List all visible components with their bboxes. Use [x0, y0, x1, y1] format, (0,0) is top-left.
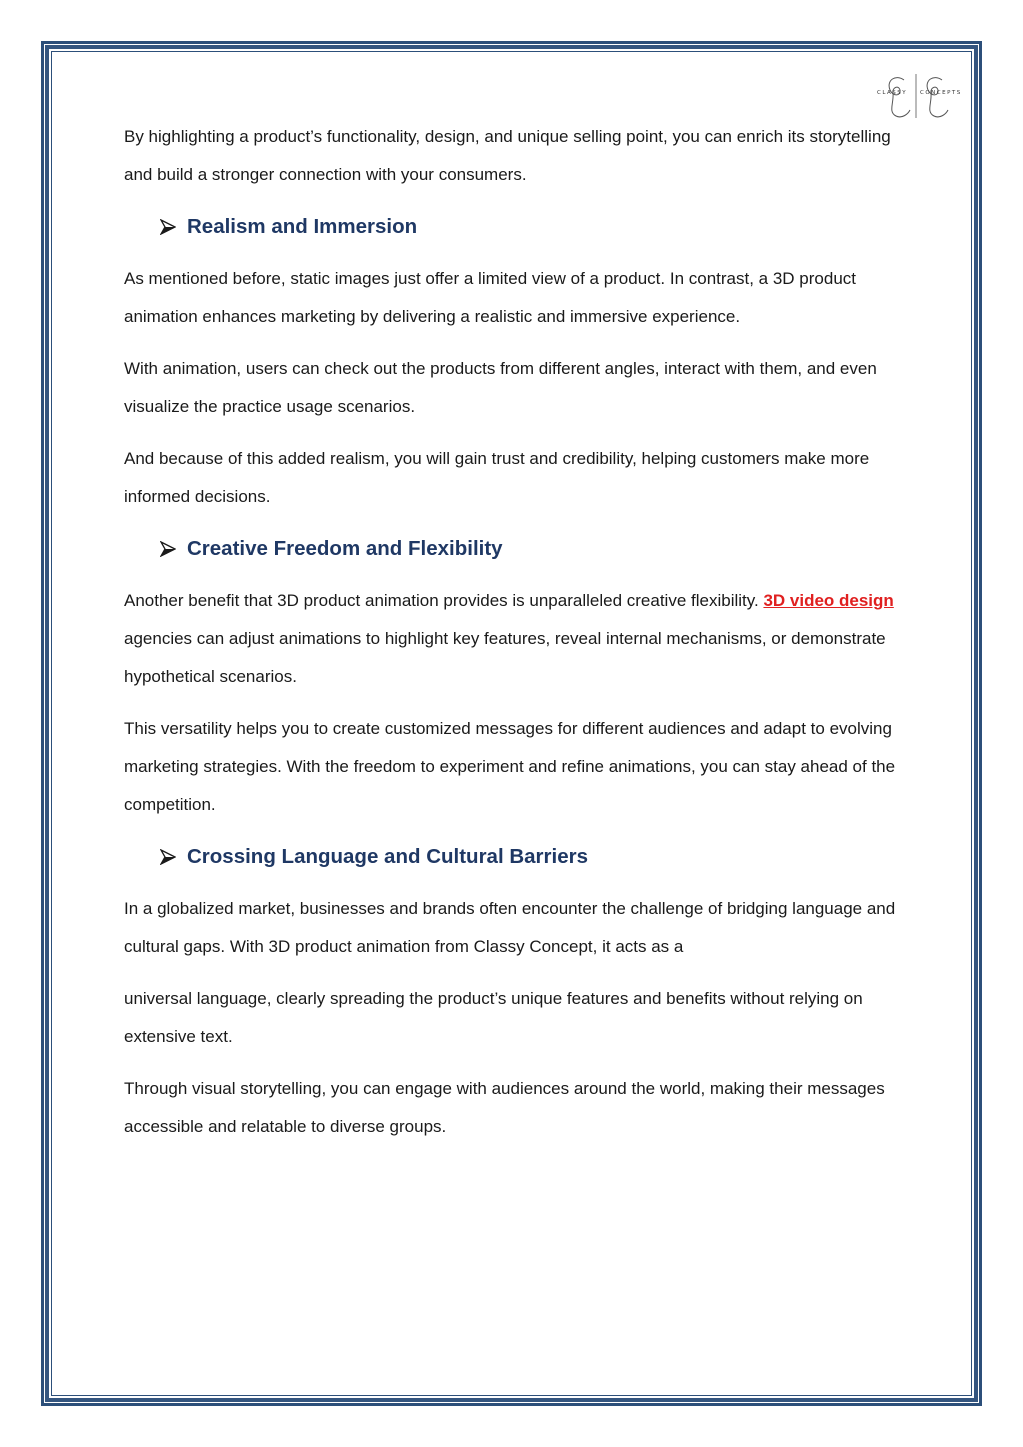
- section-heading-text: Realism and Immersion: [187, 215, 418, 238]
- paragraph: Through visual storytelling, you can engage with audiences around the world, making their messages accessible and relatable to diverse groups.: [124, 1079, 885, 1136]
- section-heading-creative: [160, 530, 914, 568]
- paragraph: This versatility helps you to create customized messages for different audiences and adapt to evolving marketing strategies. With the freedom to experiment and refine animations, you can stay ahead of the competition.: [124, 719, 896, 814]
- paragraph: With animation, users can check out the products from different angles, interact with them, and even visualize the practice usage scenarios.: [124, 359, 877, 416]
- paragraph-text: Another benefit that 3D product animation provides is unparalleled creative flexibility.: [124, 591, 764, 610]
- classy-concepts-logo: [874, 70, 960, 120]
- section-heading-text: Creative Freedom and Flexibility: [187, 537, 503, 560]
- arrow-bullet-icon: [160, 541, 176, 557]
- paragraph: universal language, clearly spreading the product’s unique features and benefits without relying on extensive text.: [124, 989, 863, 1046]
- document-body: [124, 118, 914, 1160]
- paragraph-text: agencies can adjust animations to highlight key features, reveal internal mechanisms, or demonstrate hypothetical scenarios.: [124, 629, 886, 686]
- paragraph: And because of this added realism, you will gain trust and credibility, helping customers make more informed decisions.: [124, 449, 870, 506]
- paragraph-with-link: [124, 582, 914, 696]
- paragraph: In a globalized market, businesses and brands often encounter the challenge of bridging language and cultural gaps. With 3D product animation from Classy Concept, it acts as a: [124, 899, 896, 956]
- arrow-bullet-icon: [160, 849, 176, 865]
- section-heading-language: [160, 838, 914, 876]
- 3d-video-design-link[interactable]: 3D video design: [763, 591, 894, 610]
- logo-text-classy: CLASSY: [877, 90, 908, 96]
- logo-text-concepts: CONCEPTS: [920, 90, 962, 96]
- arrow-bullet-icon: [160, 219, 176, 235]
- intro-paragraph: By highlighting a product’s functionality, design, and unique selling point, you can enrich its storytelling and build a stronger connection with your consumers.: [124, 127, 891, 184]
- section-heading-text: Crossing Language and Cultural Barriers: [187, 845, 588, 868]
- paragraph: As mentioned before, static images just offer a limited view of a product. In contrast, a 3D product animation enhances marketing by delivering a realistic and immersive experience.: [124, 269, 856, 326]
- section-heading-realism: [160, 208, 914, 246]
